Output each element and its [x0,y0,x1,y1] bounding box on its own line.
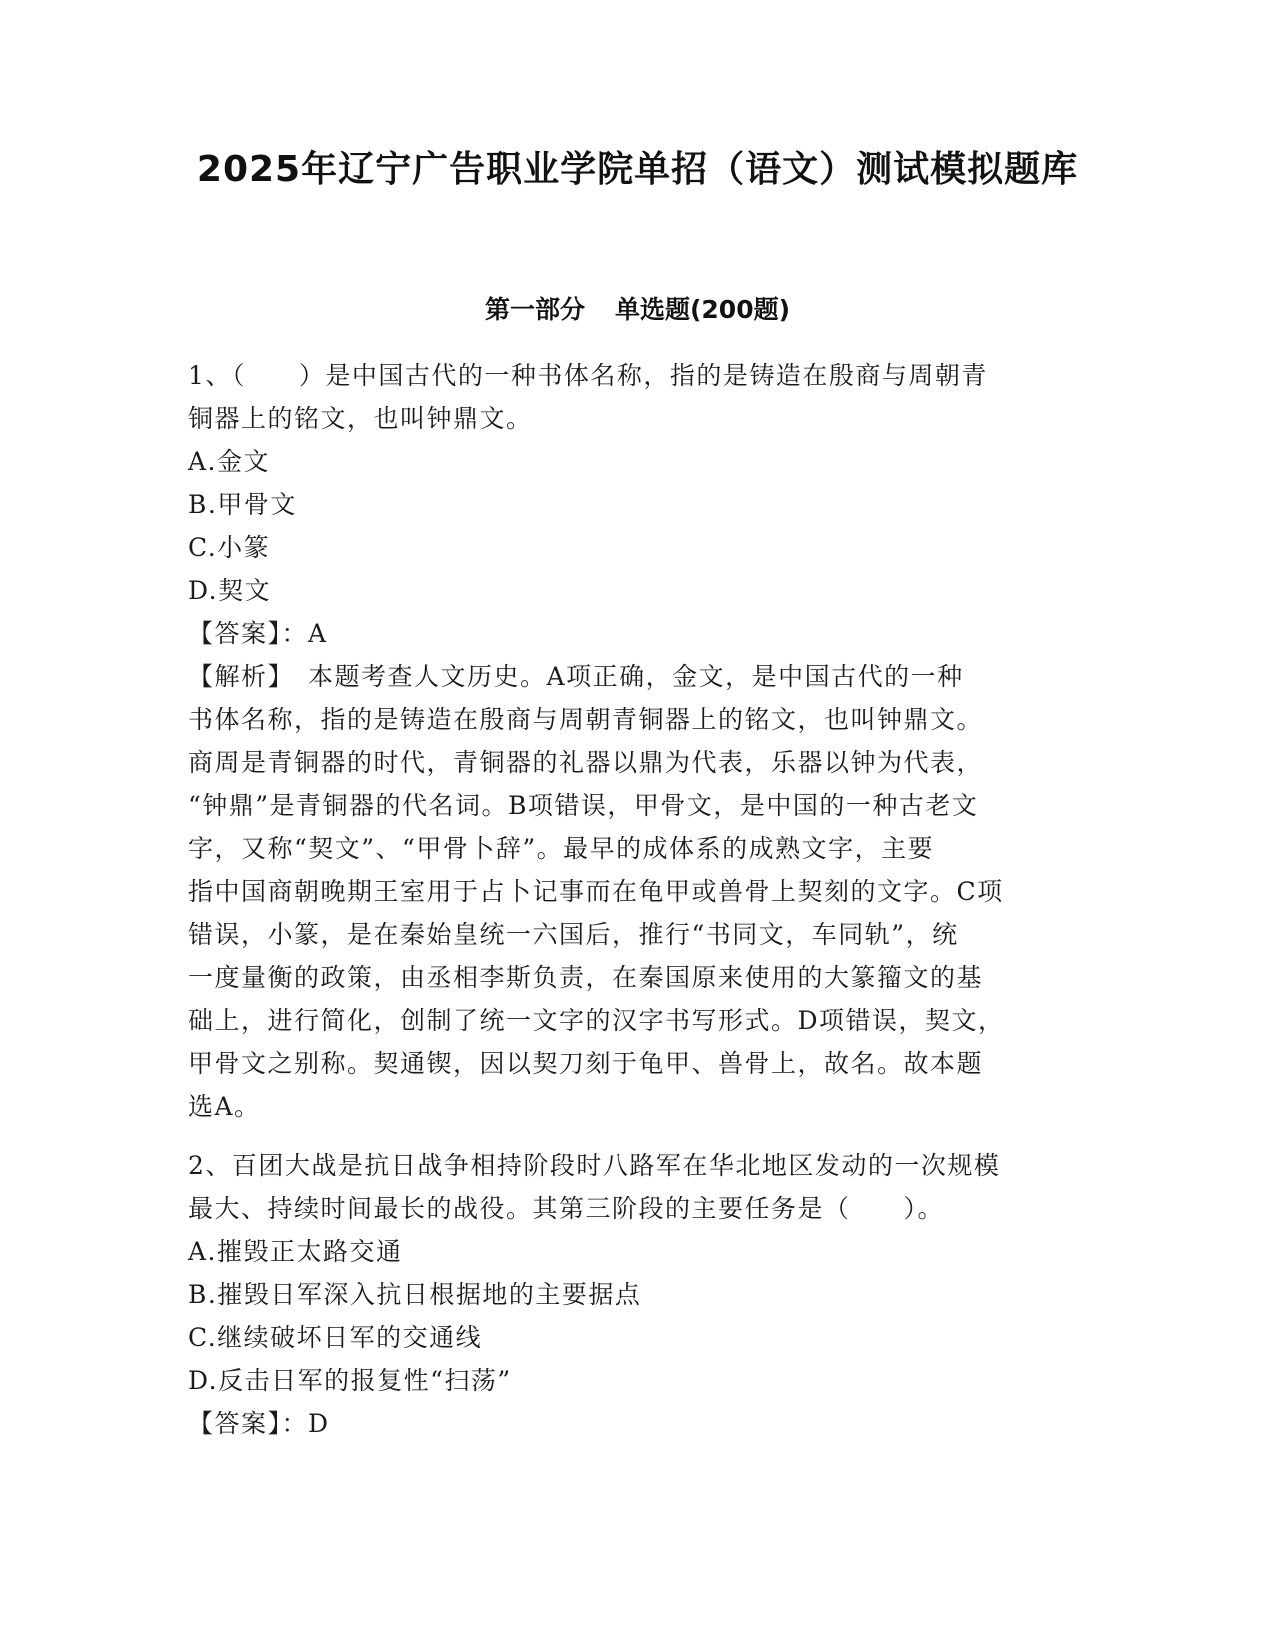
analysis-line: 指中国商朝晚期王室用于占卜记事而在龟甲或兽骨上契刻的文字。C项 [188,877,1004,906]
option-b: B.摧毁日军深入抗日根据地的主要据点 [188,1280,642,1309]
analysis-line: 商周是青铜器的时代，青铜器的礼器以鼎为代表，乐器以钟为代表， [188,748,984,777]
analysis-line: “钟鼎”是青铜器的代名词。B项错误，甲骨文，是中国的一种古老文 [188,791,979,820]
analysis-label: 【解析】 [188,662,282,691]
question-stem [188,354,1088,440]
option-d: D.反击日军的报复性“扫荡” [188,1366,512,1395]
option-c: C.继续破坏日军的交通线 [188,1323,483,1352]
question-1 [188,354,1088,1128]
analysis-text: 本题考查人文历史。A项正确，金文，是中国古代的一种 [308,662,964,691]
analysis-line [188,655,1088,698]
document-title: 2025年辽宁广告职业学院单招（语文）测试模拟题库 [196,149,1079,190]
option-a: A.金文 [188,447,271,476]
analysis-line: 选A。 [188,1092,261,1121]
answer-label: 【答案】： [188,619,309,648]
analysis-line: 一度量衡的政策，由丞相李斯负责，在秦国原来使用的大篆籀文的基 [188,963,984,992]
answer-line [188,612,1088,655]
analysis-line: 书体名称，指的是铸造在殷商与周朝青铜器上的铭文，也叫钟鼎文。 [188,705,984,734]
answer-line [188,1402,1088,1445]
analysis-line: 甲骨文之别称。契通锲，因以契刀刻于龟甲、兽骨上，故名。故本题 [188,1049,984,1078]
stem-line: 2、百团大战是抗日战争相持阶段时八路军在华北地区发动的一次规模 [188,1151,1001,1180]
section-type-label: 单选题(200题) [614,295,791,324]
analysis-line: 础上，进行简化，创制了统一文字的汉字书写形式。D项错误，契文， [188,1006,1005,1035]
stem-line: 最大、持续时间最长的战役。其第三阶段的主要任务是（ ）。 [188,1194,945,1223]
analysis-line: 字，又称“契文”、“甲骨卜辞”。最早的成体系的成熟文字，主要 [188,834,935,863]
section-heading [0,292,1275,328]
option-d: D.契文 [188,576,272,605]
stem-line: 铜器上的铭文，也叫钟鼎文。 [188,404,533,433]
question-2 [188,1144,1088,1445]
analysis-line: 错误，小篆，是在秦始皇统一六国后，推行“书同文，车同轨”，统 [188,920,959,949]
question-stem [188,1144,1088,1230]
answer-value: D [308,1409,330,1438]
option-a: A.摧毁正太路交通 [188,1237,403,1266]
option-c: C.小篆 [188,533,271,562]
stem-line: 1、（ ）是中国古代的一种书体名称，指的是铸造在殷商与周朝青 [188,361,988,390]
question-list [188,354,1088,1445]
section-part-label: 第一部分 [484,295,585,324]
analysis [188,655,1088,1128]
answer-value: A [308,619,328,648]
answer-label: 【答案】： [188,1409,309,1438]
option-b: B.甲骨文 [188,490,297,519]
